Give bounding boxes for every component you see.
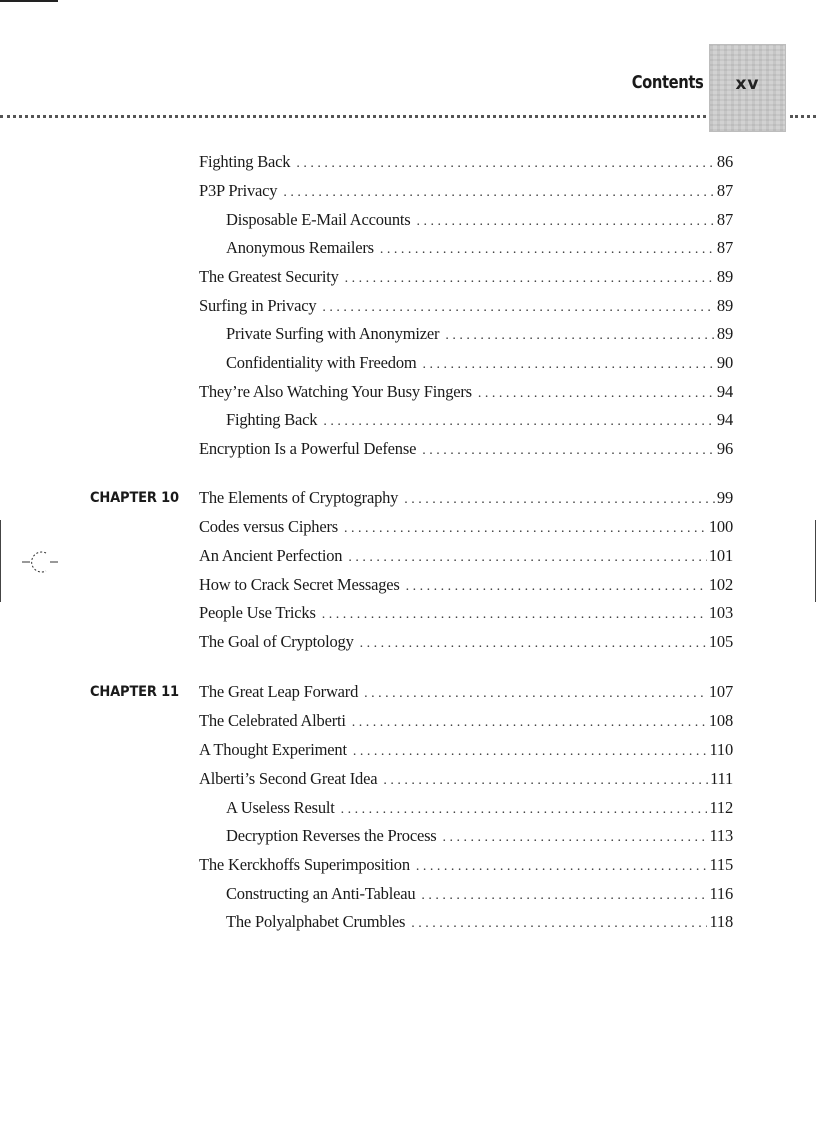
toc-entry-title: The Goal of Cryptology — [199, 632, 354, 651]
toc-entry-title: The Kerckhoffs Superimposition — [199, 855, 410, 874]
toc-entry-title: The Greatest Security — [199, 267, 339, 286]
toc-entry — [199, 544, 733, 568]
registration-mark-icon — [18, 548, 62, 576]
toc-entry-page: 89 — [716, 267, 733, 286]
toc-entry — [199, 709, 733, 733]
toc-entry-title: A Useless Result — [226, 798, 335, 817]
dot-leader — [364, 682, 707, 706]
dot-leader — [352, 711, 707, 735]
dot-leader — [348, 546, 707, 570]
toc-entry-title: The Elements of Cryptography — [199, 488, 399, 507]
header-rule-right — [790, 115, 816, 118]
toc-entry — [199, 573, 733, 597]
toc-entry — [226, 351, 733, 375]
toc-entry — [226, 882, 733, 906]
toc-entry-title: Encryption Is a Powerful Defense — [199, 439, 417, 458]
toc-entry — [199, 380, 733, 404]
toc-entry-page: 108 — [708, 711, 733, 730]
dot-leader — [417, 210, 715, 234]
toc-entry — [199, 150, 733, 174]
toc-entry — [226, 796, 733, 820]
toc-entry — [199, 601, 733, 625]
dot-leader — [404, 488, 715, 512]
toc-entry-page: 86 — [716, 152, 733, 171]
toc-entry — [226, 208, 733, 232]
toc-entry-page: 115 — [709, 855, 733, 874]
toc-entry-title: Private Surfing with Anonymizer — [226, 324, 440, 343]
toc-entry-title: People Use Tricks — [199, 603, 316, 622]
dot-leader — [445, 324, 715, 348]
toc-entry-title: Codes versus Ciphers — [199, 517, 338, 536]
dot-leader — [283, 181, 715, 205]
dot-leader — [296, 152, 715, 176]
toc-entry-title: Fighting Back — [199, 152, 291, 171]
chapter-label: CHAPTER 11 — [90, 684, 179, 700]
toc-entry-page: 94 — [716, 410, 733, 429]
toc-entry-title: Confidentiality with Freedom — [226, 353, 417, 372]
toc-entry — [226, 910, 733, 934]
header-rule — [0, 115, 706, 118]
toc-entry-page: 87 — [716, 210, 733, 229]
dot-leader — [443, 826, 708, 850]
toc-entry — [226, 824, 733, 848]
dot-leader — [422, 439, 715, 463]
running-head — [0, 72, 816, 100]
toc-entry-title: P3P Privacy — [199, 181, 278, 200]
dot-leader — [360, 632, 707, 656]
toc-entry-page: 89 — [716, 296, 733, 315]
toc-entry-title: How to Crack Secret Messages — [199, 575, 400, 594]
running-head-title: Contents — [631, 72, 703, 93]
toc-entry — [199, 853, 733, 877]
toc-entry-page: 110 — [709, 740, 733, 759]
toc-entry — [199, 437, 733, 461]
page-number-tab — [709, 44, 786, 132]
toc-entry-title: Anonymous Remailers — [226, 238, 374, 257]
toc-entry-title: Decryption Reverses the Process — [226, 826, 437, 845]
dot-leader — [323, 410, 715, 434]
toc-entry-title: Fighting Back — [226, 410, 318, 429]
trim-mark-left — [0, 520, 1, 602]
toc-entry-title: A Thought Experiment — [199, 740, 347, 759]
page-number: xv — [735, 74, 760, 94]
toc-entry-page: 107 — [708, 682, 733, 701]
toc-entry-title: An Ancient Perfection — [199, 546, 343, 565]
toc-entry-page: 105 — [708, 632, 733, 651]
toc-entry-page: 118 — [709, 912, 733, 931]
dot-leader — [380, 238, 715, 262]
dot-leader — [423, 353, 715, 377]
toc-entry — [199, 680, 733, 704]
toc-entry-page: 90 — [716, 353, 733, 372]
dot-leader — [322, 296, 715, 320]
dot-leader — [406, 575, 707, 599]
toc-entry-title: The Polyalphabet Crumbles — [226, 912, 406, 931]
toc-entry-page: 102 — [708, 575, 733, 594]
toc-entry — [199, 767, 733, 791]
toc-entry-page: 89 — [716, 324, 733, 343]
toc-entry-title: Alberti’s Second Great Idea — [199, 769, 378, 788]
toc-entry-page: 112 — [709, 798, 733, 817]
toc-entry-page: 116 — [709, 884, 733, 903]
toc-entry — [226, 322, 733, 346]
toc-entry-page: 113 — [709, 826, 733, 845]
dot-leader — [478, 382, 715, 406]
toc-entry-title: Constructing an Anti-Tableau — [226, 884, 416, 903]
dot-leader — [416, 855, 708, 879]
toc-entry — [199, 294, 733, 318]
dot-leader — [353, 740, 708, 764]
crop-mark — [0, 0, 58, 2]
dot-leader — [421, 884, 707, 908]
dot-leader — [345, 267, 715, 291]
toc-entry — [226, 236, 733, 260]
toc-entry-page: 87 — [716, 181, 733, 200]
toc-entry — [199, 486, 733, 510]
toc-entry-page: 111 — [710, 769, 733, 788]
toc-entry-title: They’re Also Watching Your Busy Fingers — [199, 382, 472, 401]
dot-leader — [322, 603, 707, 627]
toc-entry-page: 101 — [708, 546, 733, 565]
toc-entry-page: 96 — [716, 439, 733, 458]
toc-entry — [226, 408, 733, 432]
toc-entry-page: 103 — [708, 603, 733, 622]
chapter-label: CHAPTER 10 — [90, 490, 179, 506]
toc-entry-page: 100 — [708, 517, 733, 536]
toc-entry-title: Disposable E-Mail Accounts — [226, 210, 411, 229]
toc-entry-title: The Celebrated Alberti — [199, 711, 346, 730]
dot-leader — [411, 912, 707, 936]
dot-leader — [383, 769, 708, 793]
toc-entry-title: The Great Leap Forward — [199, 682, 359, 701]
toc-entry-page: 99 — [716, 488, 733, 507]
toc-entry — [199, 630, 733, 654]
toc-entry — [199, 265, 733, 289]
toc-entry-page: 94 — [716, 382, 733, 401]
dot-leader — [344, 517, 707, 541]
dot-leader — [341, 798, 708, 822]
toc-entry-title: Surfing in Privacy — [199, 296, 317, 315]
toc-entry — [199, 738, 733, 762]
toc-entry-page: 87 — [716, 238, 733, 257]
toc-entry — [199, 179, 733, 203]
toc-entry — [199, 515, 733, 539]
